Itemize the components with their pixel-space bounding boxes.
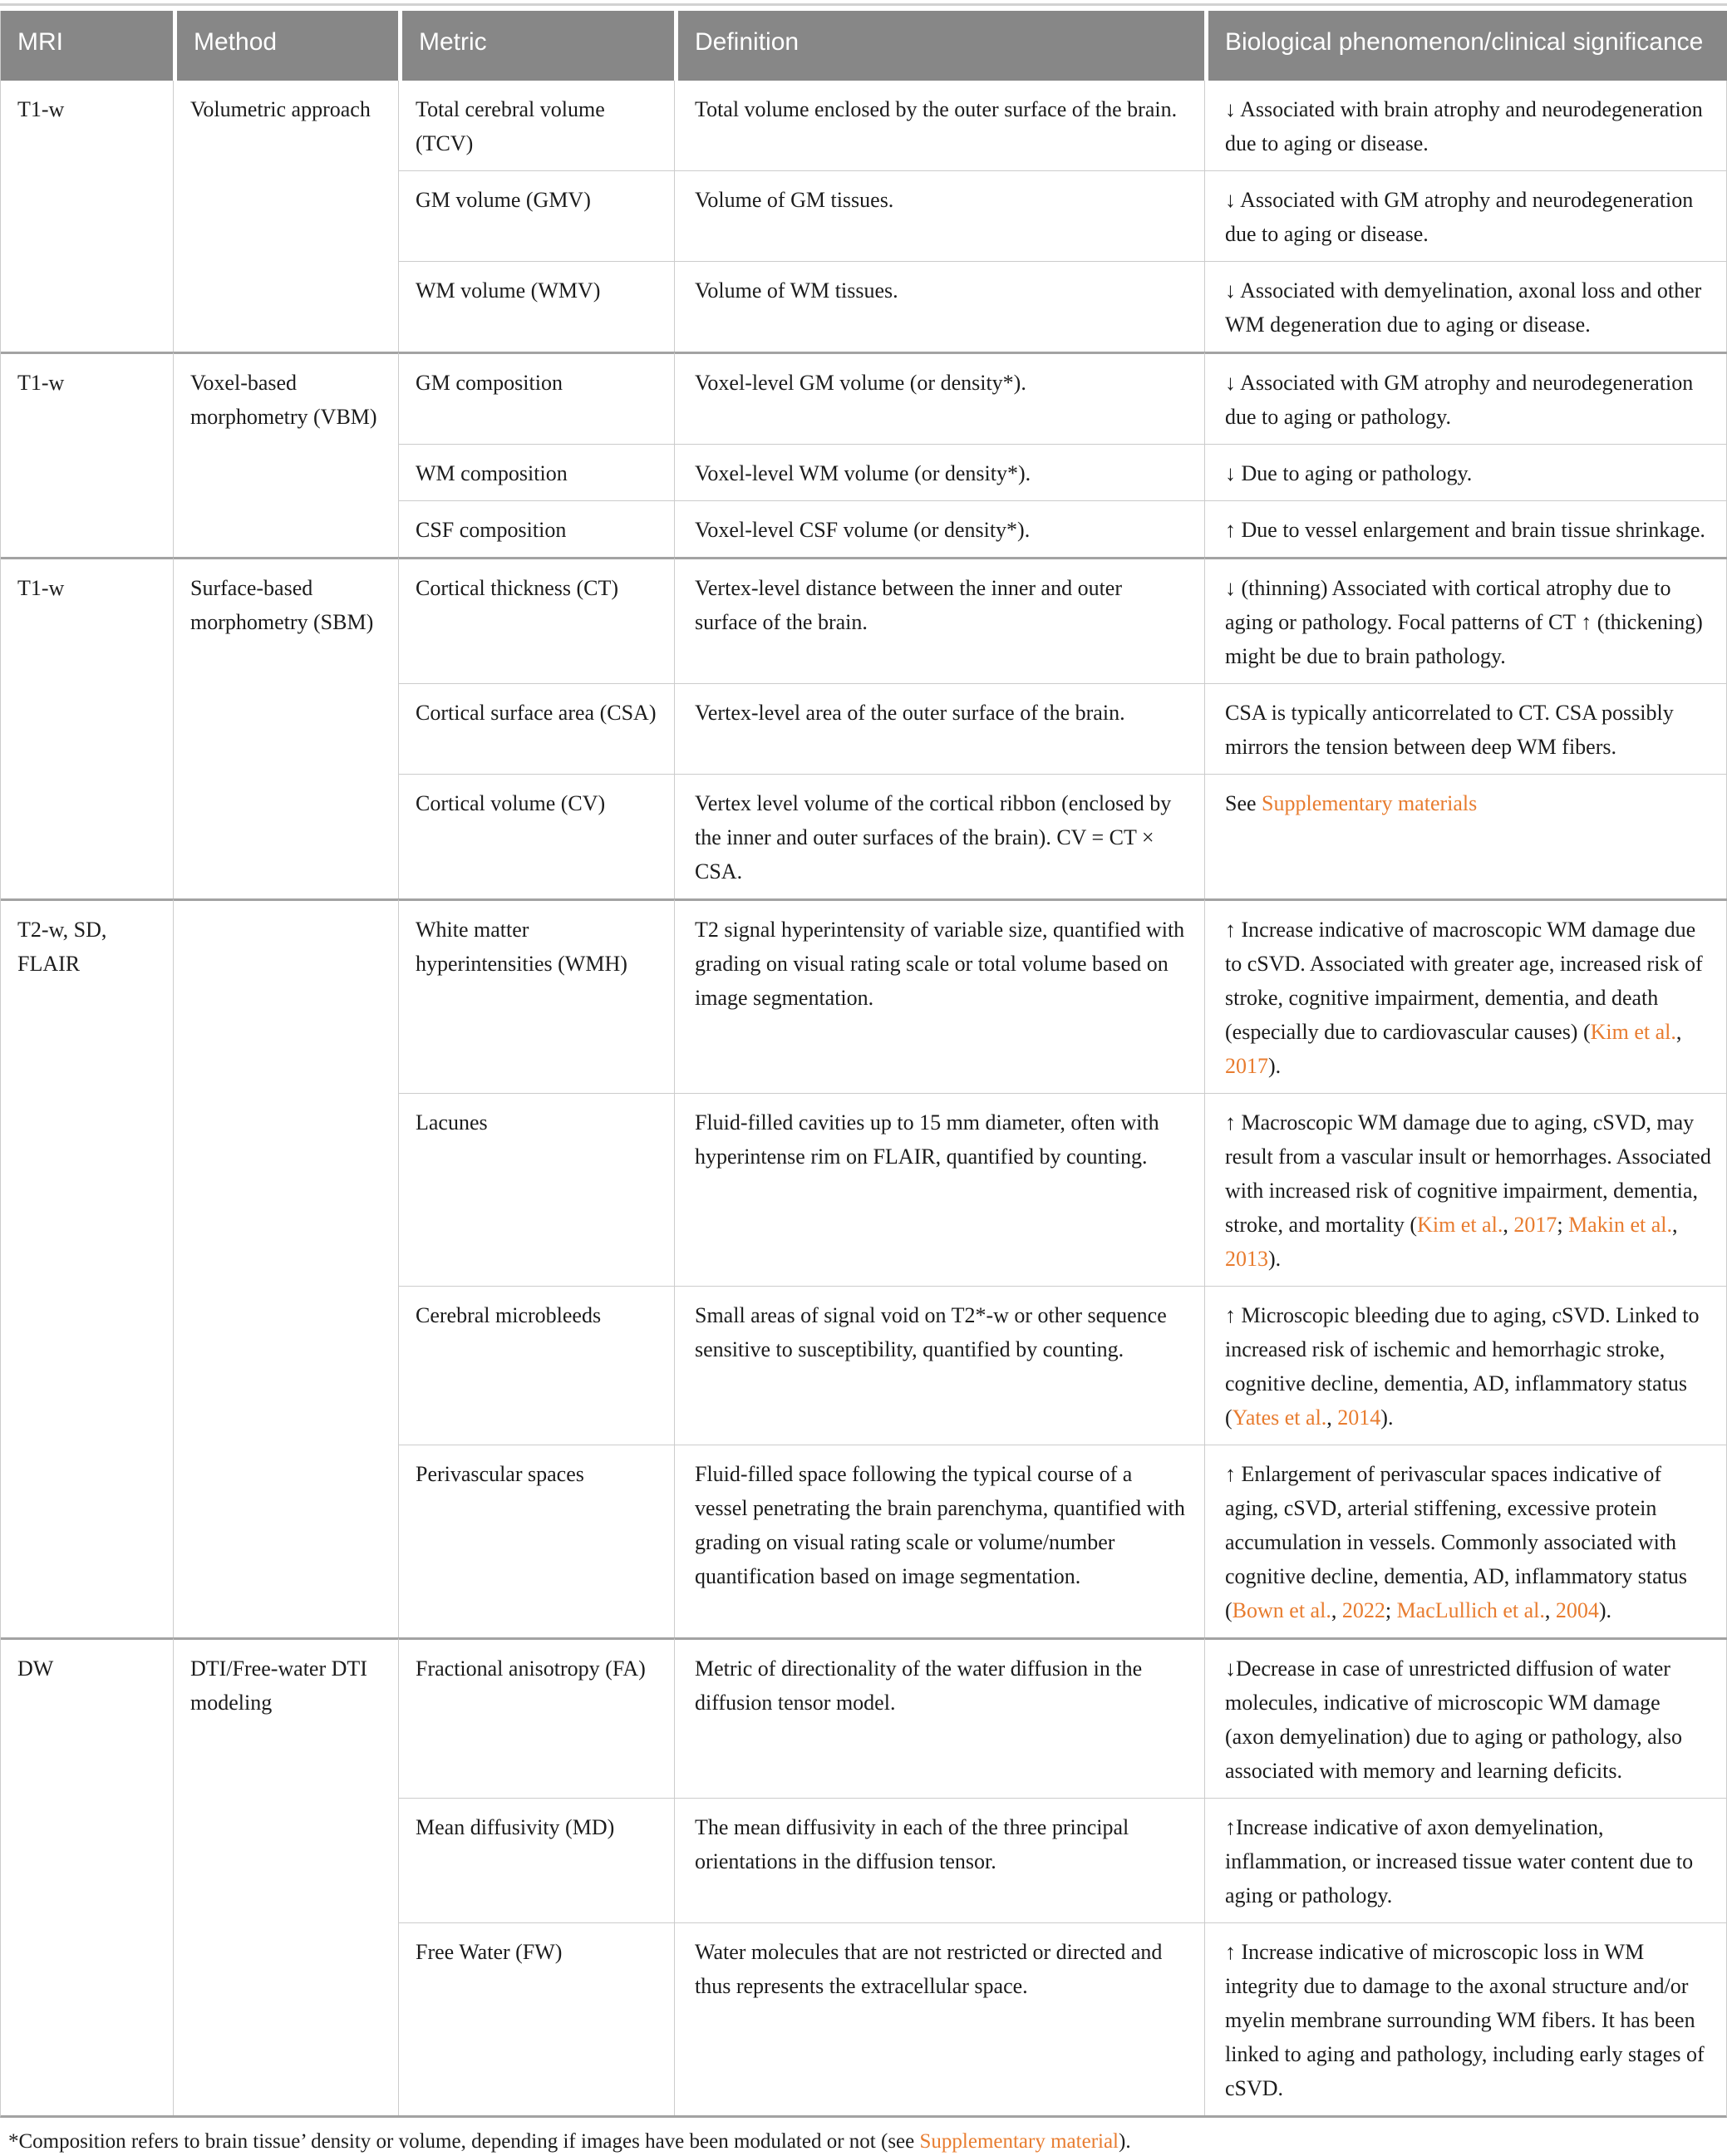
citation-link[interactable]: Kim et al. — [1417, 1213, 1503, 1237]
table-row — [1, 81, 1727, 170]
text-segment: ). — [1268, 1247, 1282, 1271]
citation-link[interactable]: 2017 — [1513, 1213, 1557, 1237]
citation-link[interactable]: 2013 — [1225, 1247, 1268, 1271]
cell-significance — [1204, 1922, 1727, 2115]
section-t2-flair — [1, 898, 1727, 1637]
citation-link[interactable]: Supplementary material — [919, 2130, 1119, 2153]
cell-definition: Vertex level volume of the cortical ribbon (enclosed by the inner and outer surfaces of the brain). CV = CT × CSA. — [674, 774, 1204, 898]
cell-significance — [1204, 261, 1727, 352]
cell-significance — [1204, 1286, 1727, 1445]
text-segment: ; — [1557, 1213, 1569, 1237]
text-segment: ↓ Associated with brain atrophy and neurodegeneration due to aging or disease. — [1225, 97, 1703, 155]
cell-mri: T1-w — [17, 97, 65, 121]
cell-significance — [1204, 500, 1727, 557]
citation-link[interactable]: MacLullich et al. — [1396, 1598, 1545, 1622]
text-segment: , — [1671, 1213, 1678, 1237]
text-segment: ↑ Microscopic bleeding due to aging, cSVD. Linked to increased risk of ischemic and hemorrhagic stroke, cognitive decline, dementia, AD, inflammatory status ( — [1225, 1303, 1700, 1430]
cell-method: DTI/Free-water DTI modeling — [173, 1637, 398, 2115]
cell-metric: Mean diffusivity (MD) — [398, 1798, 674, 1922]
text-segment: ↑Increase indicative of axon demyelination, inflammation, or increased tissue water content due to aging or pathology. — [1225, 1815, 1694, 1907]
cell-metric: Cortical surface area (CSA) — [398, 683, 674, 774]
column-header-significance: Biological phenomenon/clinical significance — [1204, 11, 1727, 81]
column-header-mri: MRI — [1, 11, 173, 81]
cell-definition: Volume of WM tissues. — [674, 261, 1204, 352]
text-segment: , — [1331, 1598, 1342, 1622]
cell-definition: T2 signal hyperintensity of variable size, quantified with grading on visual rating scale or total volume based on image segmentation. — [674, 898, 1204, 1093]
text-segment: , — [1544, 1598, 1556, 1622]
cell-significance — [1204, 683, 1727, 774]
cell-definition: Total volume enclosed by the outer surface of the brain. — [674, 81, 1204, 170]
cell-mri: T1-w — [1, 557, 173, 898]
citation-link[interactable]: 2022 — [1341, 1598, 1385, 1622]
text-segment: ↓ Associated with GM atrophy and neurodegeneration due to aging or pathology. — [1225, 371, 1694, 429]
text-segment: ). — [1380, 1405, 1394, 1430]
cell-metric: Cerebral microbleeds — [398, 1286, 674, 1445]
text-segment: ↑ Due to vessel enlargement and brain tissue shrinkage. — [1225, 518, 1705, 542]
section-dti — [1, 1637, 1727, 2115]
cell-significance — [1204, 1637, 1727, 1798]
citation-link[interactable]: 2014 — [1337, 1405, 1381, 1430]
cell-metric: Cortical volume (CV) — [398, 774, 674, 898]
citation-link[interactable]: Kim et al. — [1590, 1020, 1676, 1044]
cell-definition: Water molecules that are not restricted or directed and thus represents the extracellular space. — [674, 1922, 1204, 2115]
text-segment: ↓ Due to aging or pathology. — [1225, 461, 1473, 485]
section-volumetric — [1, 81, 1727, 352]
cell-significance — [1204, 898, 1727, 1093]
cell-metric: CSF composition — [398, 500, 674, 557]
text-segment: ↑ Enlargement of perivascular spaces indicative of aging, cSVD, arterial stiffening, excessive protein accumulation in vessels. Commonly associated with cognitive decline, dementia, AD, inflammatory status ( — [1225, 1462, 1687, 1622]
cell-metric: Cortical thickness (CT) — [398, 557, 674, 683]
column-header-method: Method — [173, 11, 398, 81]
column-header-definition: Definition — [674, 11, 1204, 81]
citation-link[interactable]: Makin et al. — [1568, 1213, 1672, 1237]
text-segment: ). — [1598, 1598, 1612, 1622]
cell-significance — [1204, 557, 1727, 683]
text-segment: ). — [1119, 2130, 1131, 2153]
cell-metric: WM composition — [398, 444, 674, 500]
cell-definition: Voxel-level WM volume (or density*). — [674, 444, 1204, 500]
cell-significance — [1204, 1798, 1727, 1922]
mri-metrics-table — [1, 11, 1727, 2115]
table-footnote — [8, 2128, 1727, 2156]
cell-metric: GM composition — [398, 352, 674, 444]
citation-link[interactable]: Bown et al. — [1232, 1598, 1331, 1622]
citation-link[interactable]: 2004 — [1555, 1598, 1599, 1622]
cell-definition: Fluid-filled cavities up to 15 mm diameter, often with hyperintense rim on FLAIR, quantified by counting. — [674, 1093, 1204, 1286]
text-segment: ↑ Increase indicative of macroscopic WM damage due to cSVD. Associated with greater age, increased risk of stroke, cognitive impairment, dementia, and death (especially due to cardiovascular causes) ( — [1225, 918, 1703, 1044]
text-segment: ↑ Increase indicative of microscopic loss in WM integrity due to damage to the axonal structure and/or myelin membrane surrounding WM fibers. It has been linked to aging and pathology, including early stages of cSVD. — [1225, 1940, 1705, 2100]
cell-definition: Metric of directionality of the water diffusion in the diffusion tensor model. — [674, 1637, 1204, 1798]
text-segment: , — [1503, 1213, 1514, 1237]
text-segment: ↓ Associated with GM atrophy and neurodegeneration due to aging or disease. — [1225, 188, 1694, 246]
cell-definition: Volume of GM tissues. — [674, 170, 1204, 261]
text-segment: CSA is typically anticorrelated to CT. CSA possibly mirrors the tension between deep WM fibers. — [1225, 701, 1674, 759]
header-row — [1, 11, 1727, 81]
cell-definition: Vertex-level area of the outer surface of the brain. — [674, 683, 1204, 774]
text-segment: , — [1675, 1020, 1682, 1044]
text-segment: , — [1326, 1405, 1338, 1430]
top-rule — [0, 3, 1727, 6]
cell-metric: Free Water (FW) — [398, 1922, 674, 2115]
cell-metric: Perivascular spaces — [398, 1445, 674, 1637]
section-vbm — [1, 352, 1727, 557]
cell-significance — [1204, 1093, 1727, 1286]
table-row — [1, 557, 1727, 683]
cell-definition: Vertex-level distance between the inner and outer surface of the brain. — [674, 557, 1204, 683]
text-segment: ↓ (thinning) Associated with cortical atrophy due to aging or pathology. Focal patterns of CT ↑ (thickening) might be due to brain pathology. — [1225, 576, 1703, 668]
cell-significance — [1204, 774, 1727, 898]
text-segment: ; — [1385, 1598, 1397, 1622]
cell-definition: The mean diffusivity in each of the three principal orientations in the diffusion tensor. — [674, 1798, 1204, 1922]
text-segment: ↓ Associated with demyelination, axonal loss and other WM degeneration due to aging or disease. — [1225, 278, 1702, 337]
table-header — [1, 11, 1727, 81]
cell-significance — [1204, 81, 1727, 170]
cell-mri: DW — [1, 1637, 173, 2115]
cell-metric: Fractional anisotropy (FA) — [398, 1637, 674, 1798]
text-segment: ). — [1268, 1054, 1282, 1078]
cell-metric: Lacunes — [398, 1093, 674, 1286]
cell-method: Voxel-based morphometry (VBM) — [173, 352, 398, 557]
cell-method: Volumetric approach — [173, 81, 398, 352]
cell-definition: Voxel-level GM volume (or density*). — [674, 352, 1204, 444]
cell-metric: GM volume (GMV) — [398, 170, 674, 261]
cell-metric: WM volume (WMV) — [398, 261, 674, 352]
cell-significance — [1204, 1445, 1727, 1637]
section-sbm — [1, 557, 1727, 898]
citation-link[interactable]: 2017 — [1225, 1054, 1268, 1078]
cell-metric: White matter hyperintensities (WMH) — [398, 898, 674, 1093]
cell-definition: Fluid-filled space following the typical course of a vessel penetrating the brain parenchyma, quantified with grading on visual rating scale or volume/number quantification based on image segmentation. — [674, 1445, 1204, 1637]
table-row — [1, 898, 1727, 1093]
text-segment: *Composition refers to brain tissue’ density or volume, depending if images have been modulated or not (see — [8, 2130, 920, 2153]
table-row — [1, 1637, 1727, 1798]
citation-link[interactable]: Yates et al. — [1232, 1405, 1327, 1430]
cell-significance — [1204, 170, 1727, 261]
cell-method — [173, 898, 398, 1637]
mri-metrics-table-wrap — [0, 11, 1727, 2118]
cell-mri: T1-w — [1, 352, 173, 557]
cell-method: Surface-based morphometry (SBM) — [173, 557, 398, 898]
text-segment: ↑ Macroscopic WM damage due to aging, cSVD, may result from a vascular insult or hemorrhages. Associated with increased risk of cognitive impairment, dementia, stroke, and mortality ( — [1225, 1110, 1711, 1237]
citation-link[interactable]: Supplementary materials — [1262, 791, 1478, 815]
cell-mri: T2-w, SD, FLAIR — [1, 898, 173, 1637]
text-segment: ↓Decrease in case of unrestricted diffusion of water molecules, indicative of microscopic WM damage (axon demyelination) due to aging or pathology, also associated with memory and learning deficits. — [1225, 1656, 1682, 1783]
cell-significance — [1204, 352, 1727, 444]
cell-significance — [1204, 444, 1727, 500]
cell-definition: Voxel-level CSF volume (or density*). — [674, 500, 1204, 557]
text-segment: See — [1225, 791, 1262, 815]
cell-definition: Small areas of signal void on T2*-w or other sequence sensitive to susceptibility, quantified by counting. — [674, 1286, 1204, 1445]
column-header-metric: Metric — [398, 11, 674, 81]
cell-metric: Total cerebral volume (TCV) — [398, 81, 674, 170]
table-row — [1, 352, 1727, 444]
